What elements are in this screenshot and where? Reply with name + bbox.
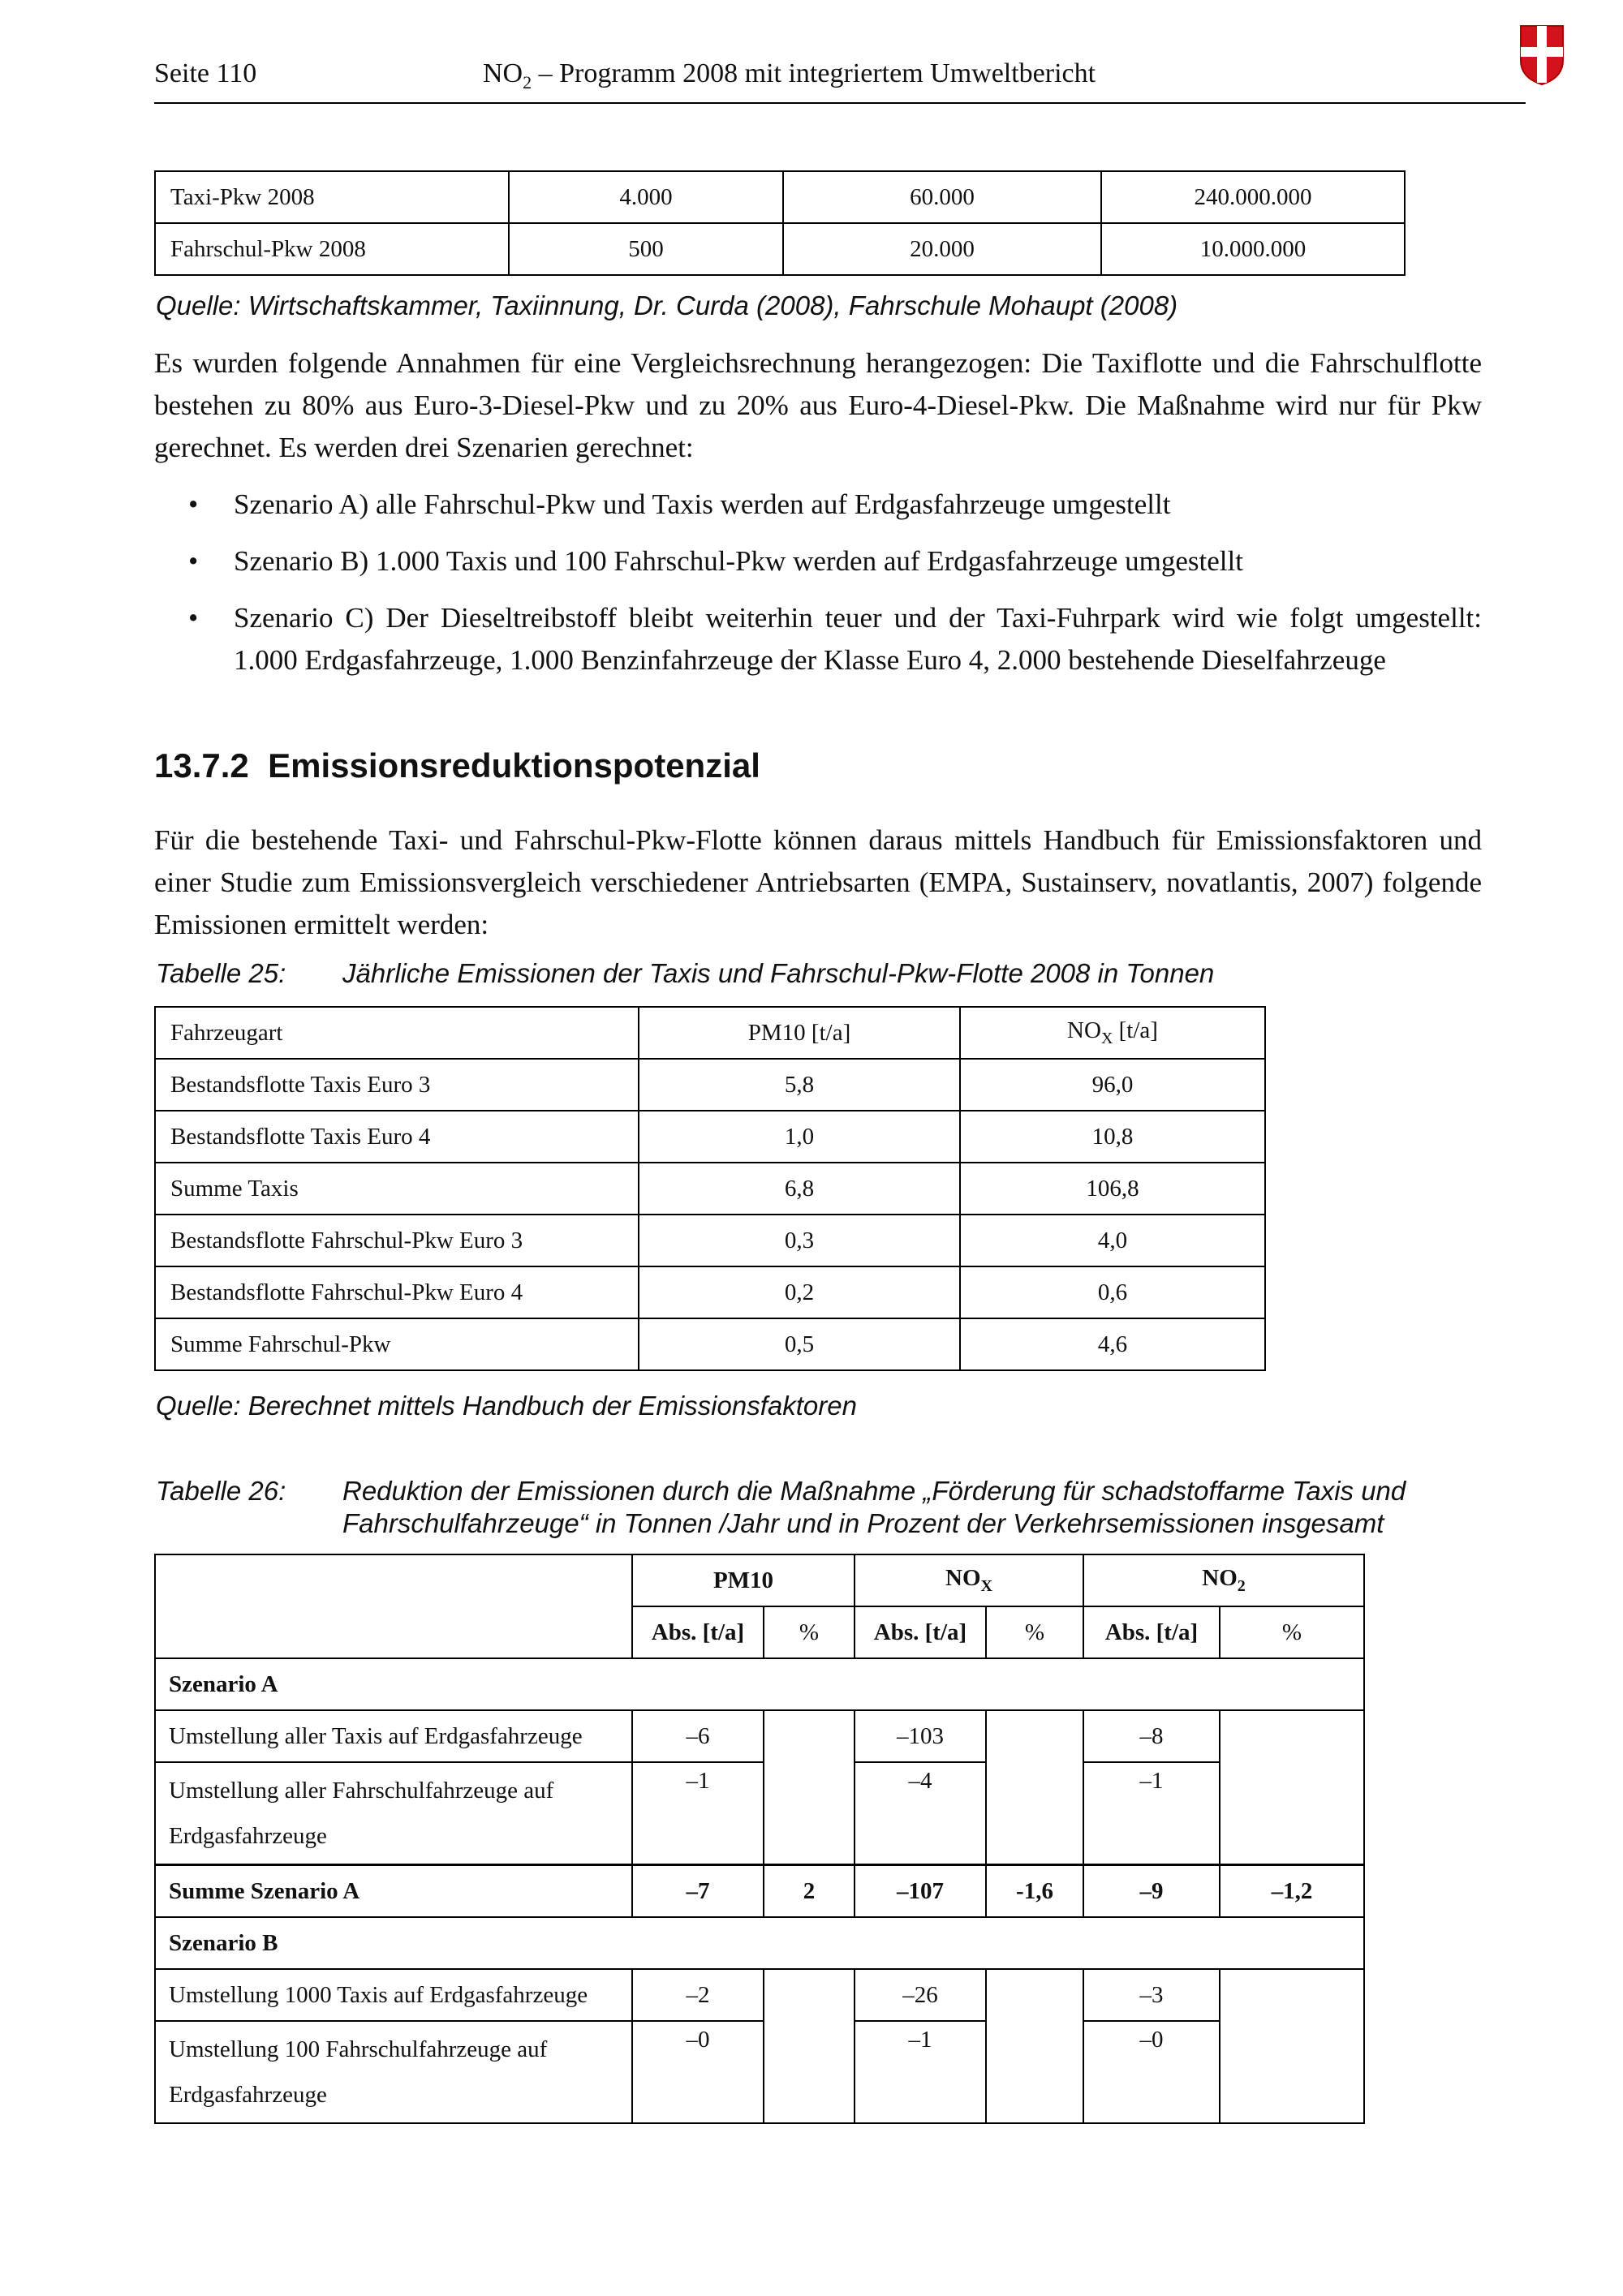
page-number: Seite 110 <box>154 58 257 88</box>
list-item <box>154 484 1482 526</box>
table-cell: 4.000 <box>509 171 783 223</box>
scenario-a-label: Szenario A <box>155 1658 1364 1710</box>
scenario-header-row <box>155 1917 1364 1969</box>
section-title: Emissionsreduktionspotenzial <box>268 746 760 785</box>
section-heading <box>154 746 760 785</box>
table-cell: Summe Fahrschul-Pkw <box>155 1318 639 1370</box>
table-cell-empty <box>1220 1969 1364 2123</box>
scenario-header-row <box>155 1658 1364 1710</box>
table26 <box>154 1554 1365 2124</box>
table-cell: –7 <box>632 1865 764 1918</box>
table-cell: Bestandsflotte Fahrschul-Pkw Euro 4 <box>155 1266 639 1318</box>
table-row <box>155 1762 1364 1865</box>
table-cell: –107 <box>855 1865 986 1918</box>
table-row <box>155 1266 1265 1318</box>
table-cell: 500 <box>509 223 783 275</box>
table-cell: Bestandsflotte Fahrschul-Pkw Euro 3 <box>155 1215 639 1266</box>
table-cell: 10.000.000 <box>1101 223 1405 275</box>
table-cell: Bestandsflotte Taxis Euro 3 <box>155 1059 639 1111</box>
nox-label: NO <box>945 1565 981 1592</box>
scenario-list <box>154 484 1482 696</box>
bullet-icon: • <box>188 545 199 577</box>
table-cell: –1 <box>855 2021 986 2123</box>
table26-title-line2: Fahrschulfahrzeuge“ in Tonnen /Jahr und in Prozent der Verkehrsemissionen insgesamt <box>342 1508 1384 1538</box>
abs-header: Abs. [t/a] <box>855 1606 986 1658</box>
title-rest: – Programm 2008 mit integriertem Umweltbericht <box>532 58 1096 88</box>
table-cell-empty <box>764 1710 855 1865</box>
table-cell-empty <box>986 1710 1083 1865</box>
table25-title: Jährliche Emissionen der Taxis und Fahrschul-Pkw-Flotte 2008 in Tonnen <box>342 958 1215 988</box>
top-table <box>154 170 1406 276</box>
pct-header: % <box>986 1606 1083 1658</box>
table-cell: –26 <box>855 1969 986 2021</box>
abs-header: Abs. [t/a] <box>1083 1606 1220 1658</box>
table-cell: 0,6 <box>960 1266 1265 1318</box>
list-item-text: Szenario A) alle Fahrschul-Pkw und Taxis werden auf Erdgasfahrzeuge umgestellt <box>234 488 1171 520</box>
pm10-header: PM10 <box>632 1554 855 1606</box>
table-cell: Summe Taxis <box>155 1163 639 1215</box>
table-cell: –6 <box>632 1710 764 1762</box>
table-row <box>155 1318 1265 1370</box>
table-cell: –9 <box>1083 1865 1220 1918</box>
nox-unit: [t/a] <box>1113 1017 1158 1044</box>
table-cell: –1 <box>632 1762 764 1865</box>
table-cell: Umstellung aller Taxis auf Erdgasfahrzeuge <box>155 1710 632 1762</box>
table-cell: 10,8 <box>960 1111 1265 1163</box>
table-cell: 240.000.000 <box>1101 171 1405 223</box>
sum-row <box>155 1865 1364 1918</box>
table-cell: –8 <box>1083 1710 1220 1762</box>
table-row <box>155 223 1405 275</box>
table-cell: –0 <box>632 2021 764 2123</box>
nox-label: NO <box>1067 1017 1101 1044</box>
table-cell: 4,6 <box>960 1318 1265 1370</box>
bullet-icon: • <box>188 488 199 520</box>
table-cell: –2 <box>632 1969 764 2021</box>
table-cell: –4 <box>855 1762 986 1865</box>
no2-label: NO <box>1202 1565 1238 1592</box>
table-cell: 0,2 <box>639 1266 960 1318</box>
page-header <box>154 55 1526 104</box>
table-header-row <box>155 1007 1265 1059</box>
table-cell: –3 <box>1083 1969 1220 2021</box>
title-sub: 2 <box>523 71 532 92</box>
table-cell: Umstellung 1000 Taxis auf Erdgasfahrzeuge <box>155 1969 632 2021</box>
abs-header: Abs. [t/a] <box>632 1606 764 1658</box>
table-cell-empty <box>764 1969 855 2123</box>
table-header-cell: PM10 [t/a] <box>639 1007 960 1059</box>
table-cell: –103 <box>855 1710 986 1762</box>
table-row <box>155 1163 1265 1215</box>
table-row <box>155 1215 1265 1266</box>
table26-title-line1: Reduktion der Emissionen durch die Maßnahme „Förderung für schadstoffarme Taxis und <box>342 1476 1406 1506</box>
table-header-cell: Fahrzeugart <box>155 1007 639 1059</box>
table-cell: 60.000 <box>783 171 1101 223</box>
nox-sub: X <box>980 1576 992 1595</box>
table-cell: 5,8 <box>639 1059 960 1111</box>
table25 <box>154 1006 1266 1371</box>
table-cell: 20.000 <box>783 223 1101 275</box>
table-row <box>155 171 1405 223</box>
table-cell: 106,8 <box>960 1163 1265 1215</box>
table-cell-empty <box>986 1969 1083 2123</box>
table-cell: 0,3 <box>639 1215 960 1266</box>
pct-header: % <box>1220 1606 1364 1658</box>
table25-source: Quelle: Berechnet mittels Handbuch der Emissionsfaktoren <box>156 1391 857 1421</box>
table26-caption <box>0 1475 1623 1540</box>
list-item-text: Szenario C) Der Dieseltreibstoff bleibt weiterhin teuer und der Taxi-Fuhrpark wird wie folgt umgestellt: 1.000 Erdgasfahrzeuge, 1.000 Benzinfahrzeuge der Klasse Euro 4, 2.000 bestehende Dieselfahrzeuge <box>234 602 1482 676</box>
table-cell: 96,0 <box>960 1059 1265 1111</box>
table-cell: 6,8 <box>639 1163 960 1215</box>
list-item <box>154 540 1482 583</box>
table-cell: 1,0 <box>639 1111 960 1163</box>
table26-label: Tabelle 26: <box>156 1476 286 1506</box>
section-number: 13.7.2 <box>154 746 249 785</box>
table-cell: 2 <box>764 1865 855 1918</box>
table-row <box>155 1710 1364 1762</box>
table-header-cell <box>960 1007 1265 1059</box>
table-cell: Umstellung aller Fahrschulfahrzeuge auf Erdgasfahrzeuge <box>155 1762 632 1865</box>
table-cell: -1,6 <box>986 1865 1083 1918</box>
table-cell: Bestandsflotte Taxis Euro 4 <box>155 1111 639 1163</box>
scenario-b-label: Szenario B <box>155 1917 1364 1969</box>
table-row <box>155 1111 1265 1163</box>
table-cell: 4,0 <box>960 1215 1265 1266</box>
vienna-crest-icon <box>1519 24 1565 86</box>
table-row <box>155 1059 1265 1111</box>
paragraph-emissions: Für die bestehende Taxi- und Fahrschul-Pkw-Flotte können daraus mittels Handbuch für Emissionsfaktoren und einer Studie zum Emissionsvergleich verschiedener Antriebsarten (EMPA, Sustainserv, novatlantis, 2007) folgende Emissionen ermittelt werden: <box>154 824 1482 940</box>
nox-sub: X <box>1100 1029 1113 1047</box>
table-row <box>155 2021 1364 2123</box>
table-cell-empty <box>1220 1710 1364 1865</box>
title-no: NO <box>483 58 523 88</box>
document-title <box>483 58 1096 93</box>
table25-label: Tabelle 25: <box>156 958 286 988</box>
table-cell: Taxi-Pkw 2008 <box>155 171 509 223</box>
no2-header <box>1083 1554 1364 1606</box>
bullet-icon: • <box>188 602 199 634</box>
list-item <box>154 597 1482 681</box>
table-cell: –1,2 <box>1220 1865 1364 1918</box>
table-header-blank <box>155 1554 632 1658</box>
table25-caption <box>0 957 1623 990</box>
table-row <box>155 1969 1364 2021</box>
top-table-source: Quelle: Wirtschaftskammer, Taxiinnung, Dr. Curda (2008), Fahrschule Mohaupt (2008) <box>156 290 1178 320</box>
table-cell: –1 <box>1083 1762 1220 1865</box>
table-cell: Umstellung 100 Fahrschulfahrzeuge auf Erdgasfahrzeuge <box>155 2021 632 2123</box>
pct-header: % <box>764 1606 855 1658</box>
table-header-row <box>155 1554 1364 1606</box>
paragraph-assumptions: Es wurden folgende Annahmen für eine Vergleichsrechnung herangezogen: Die Taxiflotte und die Fahrschulflotte bestehen zu 80% aus Euro-3-Diesel-Pkw und zu 20% aus Euro-4-Diesel-Pkw. Die Maßnahme wird nur für Pkw gerechnet. Es werden drei Szenarien gerechnet: <box>154 347 1482 463</box>
table-cell: Fahrschul-Pkw 2008 <box>155 223 509 275</box>
list-item-text: Szenario B) 1.000 Taxis und 100 Fahrschul-Pkw werden auf Erdgasfahrzeuge umgestellt <box>234 545 1243 577</box>
no2-sub: 2 <box>1237 1576 1246 1595</box>
table-cell: –0 <box>1083 2021 1220 2123</box>
table-cell: 0,5 <box>639 1318 960 1370</box>
table-cell: Summe Szenario A <box>155 1865 632 1918</box>
nox-header <box>855 1554 1083 1606</box>
